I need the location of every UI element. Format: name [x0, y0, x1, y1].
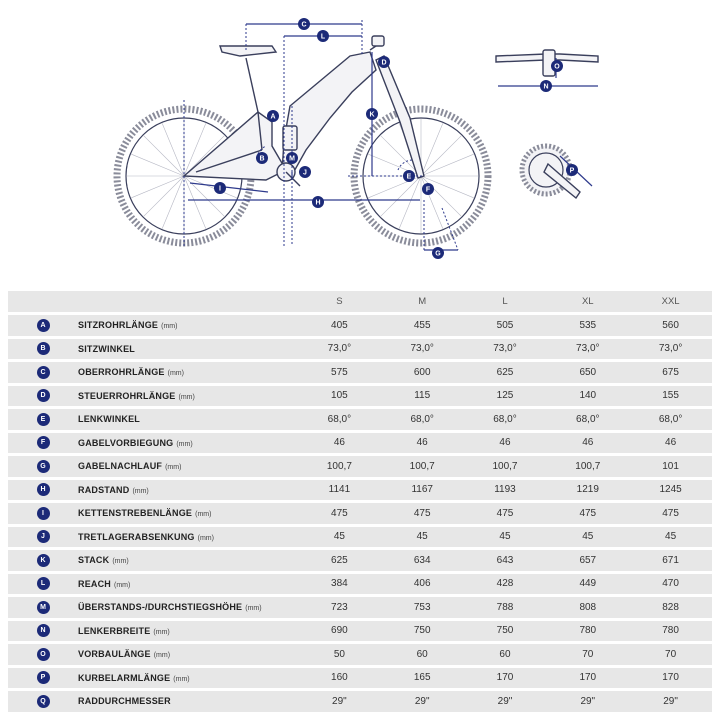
wheel-spoke	[381, 173, 421, 216]
measurement-unit: (mm)	[153, 652, 171, 660]
diagram-label-badge	[366, 108, 378, 120]
diagram-label-badge	[551, 60, 563, 72]
badge-letter: P	[569, 167, 575, 175]
value-cell: 723	[298, 597, 381, 618]
measurement-unit: (mm)	[176, 440, 193, 448]
measurement-name-cell	[78, 574, 298, 595]
value-cell: 475	[546, 503, 629, 524]
measurement-name-cell	[78, 386, 298, 407]
row-badge-cell	[8, 621, 78, 642]
table-row	[8, 362, 712, 383]
size-header: XL	[546, 291, 629, 312]
diagram-label-badge	[256, 152, 268, 164]
value-cell: 45	[298, 527, 381, 548]
measurement-name-cell	[78, 480, 298, 501]
label-badge: C	[37, 366, 50, 379]
diagram-label-badge	[566, 164, 578, 176]
measurement-unit: (mm)	[114, 581, 131, 589]
value-cell: 60	[464, 644, 547, 665]
badge-letter: B	[259, 155, 265, 163]
table-row	[8, 527, 712, 548]
badge-letter: D	[381, 59, 387, 67]
table-row	[8, 597, 712, 618]
diagram-label-badge	[378, 56, 390, 68]
measurement-name: SITZROHRLÄNGE	[78, 320, 159, 331]
measurement-name-cell	[78, 621, 298, 642]
size-header: XXL	[629, 291, 712, 312]
measurement-name-cell	[78, 550, 298, 571]
value-cell: 165	[381, 668, 464, 689]
value-cell: 788	[464, 597, 547, 618]
table-row	[8, 691, 712, 712]
label-badge: G	[37, 460, 50, 473]
value-cell: 657	[546, 550, 629, 571]
value-cell: 406	[381, 574, 464, 595]
value-cell: 68,0°	[629, 409, 712, 430]
value-cell: 46	[464, 433, 547, 454]
value-cell: 1193	[464, 480, 547, 501]
value-cell: 100,7	[546, 456, 629, 477]
measurement-name: ÜBERSTANDS-/DURCHSTIEGSHÖHE	[78, 602, 243, 613]
value-cell: 170	[464, 668, 547, 689]
measurement-name: LENKERBREITE	[78, 625, 151, 636]
label-badge: I	[37, 507, 50, 520]
value-cell: 46	[629, 433, 712, 454]
value-cell: 45	[629, 527, 712, 548]
value-cell: 1219	[546, 480, 629, 501]
measurement-unit: (mm)	[161, 323, 178, 331]
row-badge-cell	[8, 433, 78, 454]
wheel-spoke	[144, 176, 184, 216]
value-cell: 73,0°	[464, 339, 547, 360]
measurement-name-cell	[78, 527, 298, 548]
table-row	[8, 550, 712, 571]
value-cell: 753	[381, 597, 464, 618]
table-row	[8, 315, 712, 336]
value-cell: 505	[464, 315, 547, 336]
value-cell: 100,7	[464, 456, 547, 477]
value-cell: 428	[464, 574, 547, 595]
value-cell: 68,0°	[298, 409, 381, 430]
value-cell: 29"	[381, 691, 464, 712]
value-cell: 68,0°	[546, 409, 629, 430]
value-cell: 690	[298, 621, 381, 642]
value-cell: 600	[381, 362, 464, 383]
row-badge-cell	[8, 456, 78, 477]
table-row	[8, 480, 712, 501]
value-cell: 115	[381, 386, 464, 407]
table-row	[8, 644, 712, 665]
label-badge: P	[37, 671, 50, 684]
table-row	[8, 409, 712, 430]
measurement-unit: (mm)	[197, 534, 214, 542]
row-badge-cell	[8, 527, 78, 548]
diagram-label-badge	[214, 182, 226, 194]
value-cell: 475	[381, 503, 464, 524]
badge-letter: J	[303, 169, 307, 177]
diagram-label-badge	[317, 30, 329, 42]
row-badge-cell	[8, 550, 78, 571]
label-badge: H	[37, 483, 50, 496]
value-cell: 560	[629, 315, 712, 336]
value-cell: 140	[546, 386, 629, 407]
value-cell: 100,7	[298, 456, 381, 477]
value-cell: 675	[629, 362, 712, 383]
table-row	[8, 433, 712, 454]
value-cell: 634	[381, 550, 464, 571]
table-row	[8, 668, 712, 689]
size-header: L	[464, 291, 547, 312]
value-cell: 105	[298, 386, 381, 407]
measurement-unit: (mm)	[165, 464, 182, 472]
value-cell: 155	[629, 386, 712, 407]
measurement-name: VORBAULÄNGE	[78, 649, 151, 660]
value-cell: 405	[298, 315, 381, 336]
diagram-label-badge	[403, 170, 415, 182]
value-cell: 828	[629, 597, 712, 618]
value-cell: 808	[546, 597, 629, 618]
measurement-name: RADDURCHMESSER	[78, 696, 171, 707]
measurement-unit: (mm)	[195, 511, 212, 519]
row-badge-cell	[8, 644, 78, 665]
value-cell: 29"	[298, 691, 381, 712]
value-cell: 625	[298, 550, 381, 571]
value-cell: 170	[546, 668, 629, 689]
value-cell: 449	[546, 574, 629, 595]
diagram-label-badge	[432, 247, 444, 259]
measurement-name-cell	[78, 362, 298, 383]
measurement-name-cell	[78, 315, 298, 336]
measurement-name: OBERROHRLÄNGE	[78, 367, 165, 378]
value-cell: 1141	[298, 480, 381, 501]
diagram-label-badge	[422, 183, 434, 195]
wheel-spoke	[421, 176, 461, 216]
measurement-unit: (mm)	[167, 370, 184, 378]
value-cell: 73,0°	[546, 339, 629, 360]
badge-letter: G	[435, 250, 441, 258]
measurement-name: KETTENSTREBENLÄNGE	[78, 508, 193, 519]
value-cell: 50	[298, 644, 381, 665]
value-cell: 101	[629, 456, 712, 477]
value-cell: 750	[381, 621, 464, 642]
table-row	[8, 456, 712, 477]
bike-geometry-svg	[0, 0, 720, 285]
measurement-name-cell	[78, 691, 298, 712]
badge-letter: C	[301, 21, 307, 29]
value-cell: 29"	[629, 691, 712, 712]
value-cell: 650	[546, 362, 629, 383]
header-blank-cell	[8, 291, 78, 312]
label-badge: J	[37, 530, 50, 543]
row-badge-cell	[8, 503, 78, 524]
value-cell: 46	[381, 433, 464, 454]
value-cell: 70	[629, 644, 712, 665]
value-cell: 100,7	[381, 456, 464, 477]
row-badge-cell	[8, 597, 78, 618]
measurement-name: SITZWINKEL	[78, 343, 135, 354]
badge-letter: K	[369, 111, 375, 119]
value-cell: 45	[381, 527, 464, 548]
row-badge-cell	[8, 386, 78, 407]
measurement-name: LENKWINKEL	[78, 414, 140, 425]
header-blank-cell	[78, 291, 298, 312]
badge-letter: O	[554, 63, 560, 71]
value-cell: 455	[381, 315, 464, 336]
measurement-name-cell	[78, 503, 298, 524]
label-badge: F	[37, 436, 50, 449]
badge-letter: H	[315, 199, 321, 207]
value-cell: 475	[464, 503, 547, 524]
measurement-unit: (mm)	[153, 628, 170, 636]
value-cell: 45	[546, 527, 629, 548]
table-row	[8, 621, 712, 642]
wheel-spoke	[421, 136, 461, 176]
measurement-name: REACH	[78, 578, 112, 589]
label-badge: E	[37, 413, 50, 426]
value-cell: 625	[464, 362, 547, 383]
geometry-diagram	[0, 0, 720, 285]
value-cell: 46	[298, 433, 381, 454]
value-cell: 643	[464, 550, 547, 571]
measurement-unit: (mm)	[178, 393, 195, 401]
measurement-name: GABELNACHLAUF	[78, 461, 163, 472]
value-cell: 73,0°	[298, 339, 381, 360]
measurement-name-cell	[78, 644, 298, 665]
value-cell: 45	[464, 527, 547, 548]
measurement-unit: (mm)	[173, 675, 190, 683]
measurement-name-cell	[78, 433, 298, 454]
value-cell: 470	[629, 574, 712, 595]
label-badge: Q	[37, 695, 50, 708]
value-cell: 160	[298, 668, 381, 689]
geometry-table	[8, 288, 712, 715]
wheel-spoke	[144, 136, 184, 176]
row-badge-cell	[8, 362, 78, 383]
table-row	[8, 503, 712, 524]
measurement-name-cell	[78, 339, 298, 360]
table-row	[8, 386, 712, 407]
value-cell: 1245	[629, 480, 712, 501]
geometry-table-container	[8, 288, 712, 715]
measurement-name: STEUERROHRLÄNGE	[78, 390, 176, 401]
label-badge: A	[37, 319, 50, 332]
measurement-name-cell	[78, 668, 298, 689]
label-badge: O	[37, 648, 50, 661]
row-badge-cell	[8, 691, 78, 712]
value-cell: 73,0°	[381, 339, 464, 360]
value-cell: 29"	[546, 691, 629, 712]
value-cell: 68,0°	[381, 409, 464, 430]
table-row	[8, 339, 712, 360]
measurement-unit: (mm)	[132, 487, 149, 495]
diagram-label-badge	[267, 110, 279, 122]
measurement-unit: (mm)	[245, 605, 262, 613]
label-badge: B	[37, 342, 50, 355]
table-row	[8, 574, 712, 595]
badge-letter: L	[320, 33, 326, 41]
value-cell: 384	[298, 574, 381, 595]
value-cell: 475	[298, 503, 381, 524]
measurement-name: TRETLAGERABSENKUNG	[78, 531, 195, 542]
measurement-name-cell	[78, 409, 298, 430]
measurement-name-cell	[78, 456, 298, 477]
value-cell: 475	[629, 503, 712, 524]
crankset-view	[522, 146, 592, 198]
row-badge-cell	[8, 409, 78, 430]
measurement-name-cell	[78, 597, 298, 618]
badge-letter: I	[219, 185, 221, 193]
badge-letter: E	[406, 173, 412, 181]
size-header: S	[298, 291, 381, 312]
badge-letter: A	[270, 113, 276, 121]
label-badge: L	[37, 577, 50, 590]
value-cell: 750	[464, 621, 547, 642]
value-cell: 46	[546, 433, 629, 454]
value-cell: 70	[546, 644, 629, 665]
value-cell: 170	[629, 668, 712, 689]
diagram-label-badge	[540, 80, 552, 92]
row-badge-cell	[8, 574, 78, 595]
size-header: M	[381, 291, 464, 312]
badge-letter: N	[543, 83, 549, 91]
measurement-name: GABELVORBIEGUNG	[78, 437, 174, 448]
value-cell: 780	[546, 621, 629, 642]
label-badge: D	[37, 389, 50, 402]
label-badge: K	[37, 554, 50, 567]
value-cell: 780	[629, 621, 712, 642]
measurement-name: STACK	[78, 555, 110, 566]
badge-letter: M	[289, 155, 295, 163]
diagram-label-badge	[298, 18, 310, 30]
label-badge: M	[37, 601, 50, 614]
badge-letter: F	[425, 186, 431, 194]
diagram-label-badge	[299, 166, 311, 178]
value-cell: 575	[298, 362, 381, 383]
diagram-label-badge	[312, 196, 324, 208]
value-cell: 29"	[464, 691, 547, 712]
row-badge-cell	[8, 315, 78, 336]
table-header-row	[8, 291, 712, 312]
label-badge: N	[37, 624, 50, 637]
row-badge-cell	[8, 480, 78, 501]
measurement-unit: (mm)	[112, 558, 129, 566]
value-cell: 1167	[381, 480, 464, 501]
wheel-spoke	[184, 176, 224, 216]
value-cell: 671	[629, 550, 712, 571]
row-badge-cell	[8, 668, 78, 689]
diagram-label-badge	[286, 152, 298, 164]
row-badge-cell	[8, 339, 78, 360]
value-cell: 125	[464, 386, 547, 407]
measurement-name: KURBELARMLÄNGE	[78, 672, 171, 683]
value-cell: 73,0°	[629, 339, 712, 360]
measurement-name: RADSTAND	[78, 484, 130, 495]
value-cell: 535	[546, 315, 629, 336]
value-cell: 60	[381, 644, 464, 665]
value-cell: 68,0°	[464, 409, 547, 430]
